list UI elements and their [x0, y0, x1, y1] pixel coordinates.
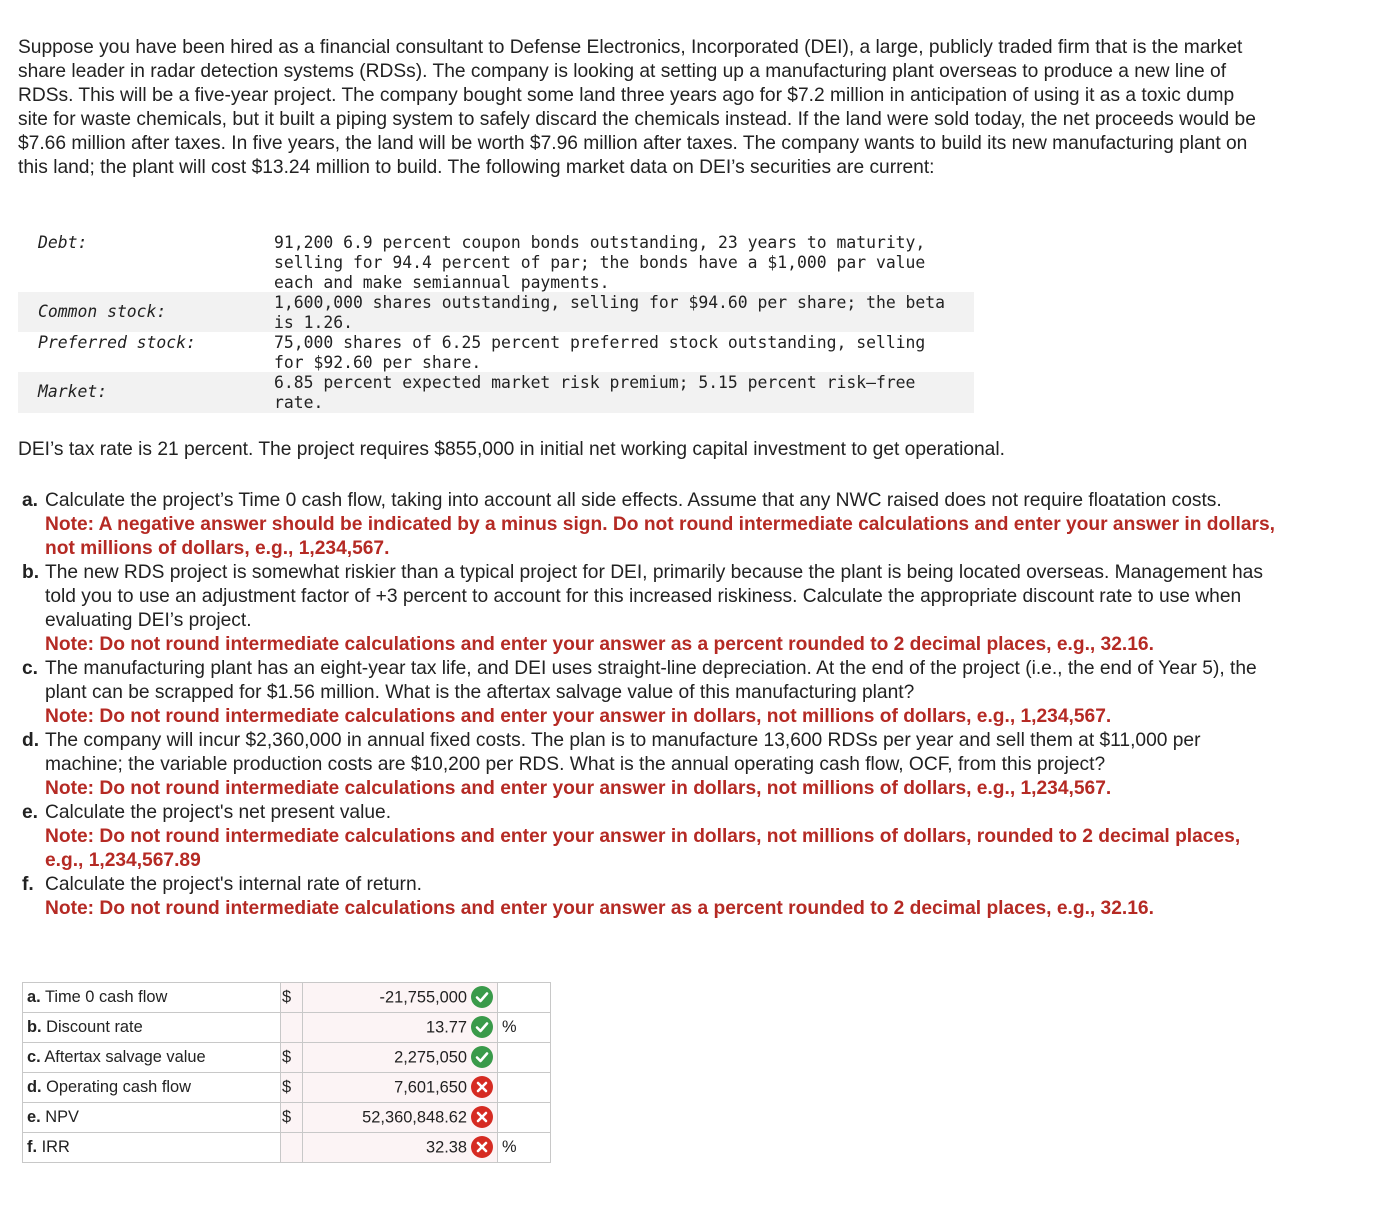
unit-label	[498, 1073, 551, 1103]
answer-label-text: Aftertax salvage value	[44, 1048, 206, 1066]
answer-row	[23, 1133, 551, 1163]
question-note: Note: Do not round intermediate calculations and enter your answer as a percent rounded to 2 decimal places, e.g., 32.16.	[45, 634, 1154, 655]
answer-input[interactable]	[303, 1073, 498, 1103]
answer-table	[22, 982, 551, 1163]
question-note: Note: A negative answer should be indicated by a minus sign. Do not round intermediate calculations and enter your answer in dollars, not millions of dollars, e.g., 1,234,567.	[45, 514, 1276, 559]
question-letter: b.	[22, 562, 40, 583]
check-circle-icon	[471, 986, 493, 1008]
x-circle-icon	[471, 1106, 493, 1128]
answer-letter: a.	[27, 988, 41, 1006]
answer-label-text: Discount rate	[46, 1018, 143, 1036]
currency-symbol: $	[281, 1043, 303, 1073]
answer-letter: c.	[27, 1048, 41, 1066]
answer-row	[23, 1073, 551, 1103]
market-row-market	[18, 372, 974, 413]
unit-label	[498, 1043, 551, 1073]
question-e	[22, 801, 1282, 873]
answer-value: 7,601,650	[394, 1077, 467, 1096]
market-value: 91,200 6.9 percent coupon bonds outstanding, 23 years to maturity, selling for 94.4 percent of par; the bonds have a $1,000 par value each and make semiannual payments.	[274, 233, 936, 292]
answer-input[interactable]	[303, 1103, 498, 1133]
currency-symbol	[281, 1013, 303, 1043]
tax-rate-text: DEI’s tax rate is 21 percent. The project requires $855,000 in initial net working capital investment to get operational.	[18, 439, 1005, 460]
question-text: Calculate the project’s Time 0 cash flow, taking into account all side effects. Assume that any NWC raised does not require floatation costs.	[45, 490, 1222, 511]
market-data-table	[18, 232, 974, 414]
question-b	[22, 561, 1282, 657]
answer-label-text: NPV	[45, 1108, 79, 1126]
question-text: Calculate the project's net present value.	[45, 802, 392, 823]
answer-label	[23, 1073, 281, 1103]
currency-symbol: $	[281, 1073, 303, 1103]
question-note: Note: Do not round intermediate calculations and enter your answer in dollars, not millions of dollars, rounded to 2 decimal places, e.g., 1,234,567.89	[45, 826, 1241, 871]
check-circle-icon	[471, 1016, 493, 1038]
market-value: 1,600,000 shares outstanding, selling for $94.60 per share; the beta is 1.26.	[274, 293, 955, 332]
check-circle-icon	[471, 1046, 493, 1068]
answer-letter: e.	[27, 1108, 41, 1126]
answer-label	[23, 983, 281, 1013]
answer-value: -21,755,000	[379, 987, 467, 1006]
question-note: Note: Do not round intermediate calculations and enter your answer as a percent rounded to 2 decimal places, e.g., 32.16.	[45, 898, 1154, 919]
question-letter: e.	[22, 802, 39, 823]
unit-label: %	[498, 1013, 551, 1043]
answer-value: 32.38	[425, 1137, 467, 1156]
answer-input[interactable]	[303, 983, 498, 1013]
currency-symbol	[281, 1133, 303, 1163]
market-label: Common stock:	[38, 302, 167, 321]
answer-label	[23, 1043, 281, 1073]
x-circle-icon	[471, 1076, 493, 1098]
question-letter: f.	[22, 874, 34, 895]
unit-label	[498, 1103, 551, 1133]
x-circle-icon	[471, 1136, 493, 1158]
currency-symbol: $	[281, 983, 303, 1013]
market-label: Market:	[38, 382, 108, 401]
answer-row	[23, 983, 551, 1013]
question-text: The manufacturing plant has an eight-year tax life, and DEI uses straight-line depreciation. At the end of the project (i.e., the end of Year 5), the plant can be scrapped for $1.56 million. What is the aftertax salvage value of this manufacturing plant?	[45, 658, 1257, 703]
question-note: Note: Do not round intermediate calculations and enter your answer in dollars, not millions of dollars, e.g., 1,234,567.	[45, 706, 1112, 727]
question-c	[22, 657, 1282, 729]
question-text: Calculate the project's internal rate of return.	[45, 874, 422, 895]
answer-input[interactable]	[303, 1043, 498, 1073]
currency-symbol: $	[281, 1103, 303, 1133]
answer-label	[23, 1133, 281, 1163]
answer-label-text: IRR	[41, 1138, 70, 1156]
market-label: Preferred stock:	[38, 333, 196, 352]
answer-row	[23, 1013, 551, 1043]
answer-label-text: Time 0 cash flow	[44, 988, 168, 1006]
answer-value: 52,360,848.62	[362, 1107, 467, 1126]
answer-value: 2,275,050	[394, 1047, 467, 1066]
answer-letter: f.	[27, 1138, 38, 1156]
unit-label	[498, 983, 551, 1013]
answer-input[interactable]	[303, 1013, 498, 1043]
question-list	[22, 489, 1282, 921]
market-value: 75,000 shares of 6.25 percent preferred stock outstanding, selling for $92.60 per share.	[274, 333, 936, 372]
question-letter: d.	[22, 730, 40, 751]
answer-label-text: Operating cash flow	[46, 1078, 191, 1096]
question-d	[22, 729, 1282, 801]
answer-value: 13.77	[425, 1017, 467, 1036]
question-note: Note: Do not round intermediate calculations and enter your answer in dollars, not millions of dollars, e.g., 1,234,567.	[45, 778, 1112, 799]
problem-intro: Suppose you have been hired as a financial consultant to Defense Electronics, Incorporated (DEI), a large, publicly traded firm that is the market share leader in radar detection systems (RDSs). The company is looking at setting up a manufacturing plant overseas to produce a new line of RDSs. This will be a five-year project. The company bought some land three years ago for $7.2 million in anticipation of using it as a toxic dump site for waste chemicals, but it built a piping system to safely discard the chemicals instead. If the land were sold today, the net proceeds would be $7.66 million after taxes. In five years, the land will be worth $7.96 million after taxes. The company wants to build its new manufacturing plant on this land; the plant will cost $13.24 million to build. The following market data on DEI’s securities are current:	[18, 37, 1256, 178]
market-row-debt	[18, 232, 974, 292]
answer-row	[23, 1103, 551, 1133]
answer-label	[23, 1013, 281, 1043]
question-f	[22, 873, 1282, 921]
market-row-preferred-stock	[18, 332, 974, 372]
question-a	[22, 489, 1282, 561]
market-label: Debt:	[38, 233, 88, 252]
market-value: 6.85 percent expected market risk premium; 5.15 percent risk–free rate.	[274, 373, 926, 412]
answer-letter: d.	[27, 1078, 42, 1096]
question-text: The company will incur $2,360,000 in annual fixed costs. The plan is to manufacture 13,600 RDSs per year and sell them at $11,000 per machine; the variable production costs are $10,200 per RDS. What is the annual operating cash flow, OCF, from this project?	[45, 730, 1201, 775]
answer-row	[23, 1043, 551, 1073]
unit-label: %	[498, 1133, 551, 1163]
answer-label	[23, 1103, 281, 1133]
question-letter: a.	[22, 490, 39, 511]
answer-input[interactable]	[303, 1133, 498, 1163]
question-letter: c.	[22, 658, 39, 679]
question-text: The new RDS project is somewhat riskier than a typical project for DEI, primarily because the plant is being located overseas. Management has told you to use an adjustment factor of +3 percent to account for this increased riskiness. Calculate the appropriate discount rate to use when evaluating DEI’s project.	[45, 562, 1263, 631]
answer-letter: b.	[27, 1018, 42, 1036]
market-row-common-stock	[18, 292, 974, 332]
